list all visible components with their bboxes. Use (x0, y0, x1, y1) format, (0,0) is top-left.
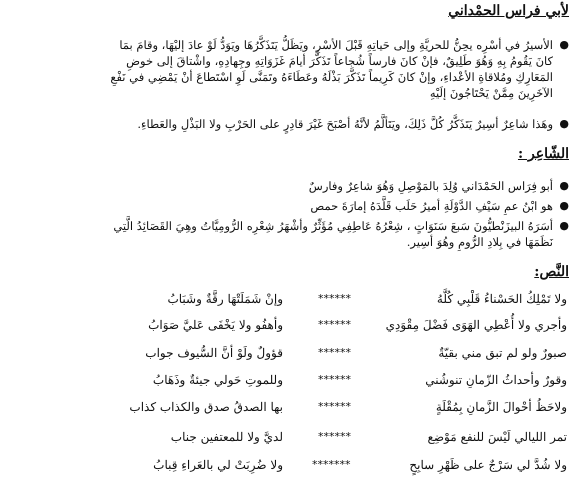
text-line: الأسيرُ في أسْرِه يحِنُّ للحريَّةِ وإلى حَياتِهِ قَبْلَ الأسْرِ، ويَظَلُّ يَتَذَكَّرُهَا ويَوَدُّ لَوْ عادَ إليْهَا، وقامَ بمَا (119, 38, 553, 52)
verse-separator: ****** (318, 318, 351, 331)
verse-first-half: تمر الليالي لَيْسَ للنفع مَوْضِع (427, 430, 567, 444)
bullet-icon: ● (559, 199, 569, 212)
poet-bullet-2 (31, 198, 567, 214)
poet-heading: الشّاعِر : (517, 146, 569, 162)
verse-row (0, 400, 583, 424)
poet-bullet-1 (31, 178, 567, 194)
verse-separator: ****** (318, 430, 351, 443)
verse-first-half: وقورٌ وأحداثُ الزّمانِ تنوشُني (425, 373, 567, 387)
bullet-icon: ● (559, 179, 569, 192)
verse-row (0, 292, 583, 316)
bullet-icon: ● (559, 117, 569, 130)
bio-bullet-1 (31, 37, 567, 101)
text-line: أسَرَهُ البيزَنْطيُّونَ سَبعَ سَنَوَاتٍ ، شِعْرُهُ عَاطِفِي مُؤَثِّرٌ وأشْهَرُ شِعْرِه الرُّومِيَّاتُ وهِيَ القَصَائِدُ الَّتِي (113, 219, 553, 233)
verse-second-half: ولا ضُرِبَتْ لي بالعَراءِ قِبابُ (153, 458, 283, 472)
verse-separator: ******* (312, 458, 351, 471)
verse-first-half: وأجري ولا أُعْطِي الهَوَى فَضْلَ مِقْوَدِي (385, 318, 567, 332)
verse-separator: ****** (318, 346, 351, 359)
bullet-icon: ● (559, 219, 569, 232)
poet-line-1: أبو فِرَاس الحَمْدَاني وُلِدَ بالمَوْصِلِ وَهُوَ شاعِرٌ وفارسٌ (308, 179, 553, 193)
verse-second-half: وإنْ شَمَلَتْهَا رقَّةٌ وشَبَابُ (167, 292, 283, 306)
text-line: كانَ يَقُومُ بِهِ وَهُوَ طَلِيقٌ، فإنْ كانَ فارساً شُجاعاً تَذَكَّرَ أيامَ غَزَوَاتِهِ وجِهادِهِ، واشْتاقَ إلى خوضِ (126, 54, 553, 68)
verse-first-half: ولاحَظُ أحْوالَ الزَّمانِ بِمُقْلَةٍ (435, 400, 567, 414)
poet-line-2: هو ابْنُ عمِ سَيْفِ الدَّوْلَةِ أميرُ حَلَب قَلَّدَهُ إمارَةَ حمص (310, 199, 553, 213)
verse-row (0, 458, 583, 482)
verse-second-half: وللموتِ حَولي جيئةٌ وذَهَابُ (152, 373, 283, 387)
bio-paragraph-2: وهَذا شاعِرٌ أسِيرٌ يَتَذَكَّرُ كُلَّ ذَلِكَ، ويَتَألَّمُ لأنَّهُ أصْبَحَ غَيْرَ قادِرٍ على الحَرْبِ ولا البَذْلِ والعَطاءِ. (137, 117, 553, 131)
verse-separator: ****** (318, 373, 351, 386)
text-line: نَظَمَهَا في بِلادِ الرُّومِ وهُوَ أسِير. (406, 235, 553, 249)
verse-row (0, 346, 583, 370)
bio-paragraph-1 (31, 37, 567, 101)
text-line: الآخَرِينَ مِمَّنْ يَحْتَاجُونَ إلَيْهِ (429, 86, 553, 100)
poet-bullet-3 (31, 218, 567, 250)
verse-second-half: لديَّ ولا للمعتفين جناب (170, 430, 283, 444)
verse-first-half: ولا تَمْلِكُ الحَسْناءُ قَلْبِي كُلَّهُ (436, 292, 567, 306)
verse-first-half: صبورٌ ولو لم تبق مني بقيّةٌ (438, 346, 567, 360)
document-title: لأبي فراس الحمْداني (448, 3, 569, 19)
poet-paragraph-3 (31, 218, 567, 250)
verse-row (0, 430, 583, 454)
bio-bullet-2 (31, 116, 567, 132)
text-line: المَعَارِكِ ومُلاقاةِ الأعْداءِ، وإنْ كانَ كَرِيماً تَذَكَّرَ بَذْلَهُ وعَطَاءَهُ وتَمَنَّى لَوِ اسْتَطاعَ أنْ يَمْضِي في نَفْعِ (110, 70, 553, 84)
verse-second-half: قؤولٌ ولَوْ أنَّ السُّيوف جواب (145, 346, 283, 360)
verse-separator: ****** (318, 292, 351, 305)
verse-separator: ****** (318, 400, 351, 413)
verse-row (0, 318, 583, 342)
verse-first-half: ولا شُدَّ لي سَرْجٌ على ظَهْرِ سابِحٍ (409, 458, 567, 472)
bullet-icon: ● (559, 38, 569, 51)
verse-second-half: وأهفُو ولا يَخْفَى عَليَّ صَوَابُ (148, 318, 283, 332)
text-heading: النَّص: (534, 264, 569, 280)
verse-row (0, 373, 583, 397)
verse-second-half: بها الصدقُ صدق والكذاب كذاب (129, 400, 283, 414)
